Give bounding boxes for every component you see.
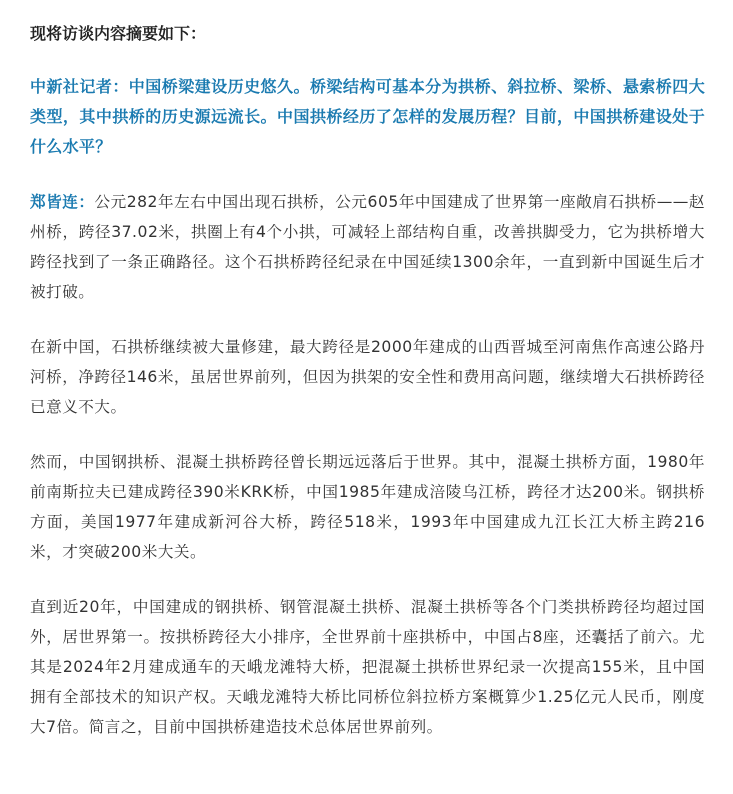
interview-question: 中新社记者：中国桥梁建设历史悠久。桥梁结构可基本分为拱桥、斜拉桥、梁桥、悬索桥四大类型，其中拱桥的历史源远流长。中国拱桥经历了怎样的发展历程？目前，中国拱桥建设处于什么水平？ [30, 77, 705, 156]
answer-text-1: 公元282年左右中国出现石拱桥，公元605年中国建成了世界第一座敞肩石拱桥——赵州桥，跨径37.02米，拱圈上有4个小拱，可减轻上部结构自重，改善拱脚受力，它为拱桥增大跨径找到了一条正确路径。这个石拱桥跨径纪录在中国延续1300余年，一直到新中国诞生后才被打破。 [30, 193, 705, 301]
answer-paragraph-3: 然而，中国钢拱桥、混凝土拱桥跨径曾长期远远落后于世界。其中，混凝土拱桥方面，1980年前南斯拉夫已建成跨径390米KRK桥，中国1985年建成涪陵乌江桥，跨径才达200米。钢拱桥方面，美国1977年建成新河谷大桥，跨径518米，1993年中国建成九江长江大桥主跨216米，才突破200米大关。 [30, 453, 705, 561]
intro-heading: 现将访谈内容摘要如下： [30, 24, 207, 43]
answer-paragraph-4: 直到近20年，中国建成的钢拱桥、钢管混凝土拱桥、混凝土拱桥等各个门类拱桥跨径均超过国外，居世界第一。按拱桥跨径大小排序，全世界前十座拱桥中，中国占8座，还囊括了前六。尤其是2024年2月建成通车的天峨龙滩特大桥，把混凝土拱桥世界纪录一次提高155米，且中国拥有全部技术的知识产权。天峨龙滩特大桥比同桥位斜拉桥方案概算少1.25亿元人民币，刚度大7倍。简言之，目前中国拱桥建造技术总体居世界前列。 [30, 598, 705, 736]
answer-paragraph-1 [30, 187, 705, 307]
answer-paragraph-2: 在新中国，石拱桥继续被大量修建，最大跨径是2000年建成的山西晋城至河南焦作高速公路丹河桥，净跨径146米，虽居世界前列，但因为拱架的安全性和费用高问题，继续增大石拱桥跨径已意义不大。 [30, 338, 706, 416]
speaker-label: 郑皆连： [30, 193, 95, 211]
